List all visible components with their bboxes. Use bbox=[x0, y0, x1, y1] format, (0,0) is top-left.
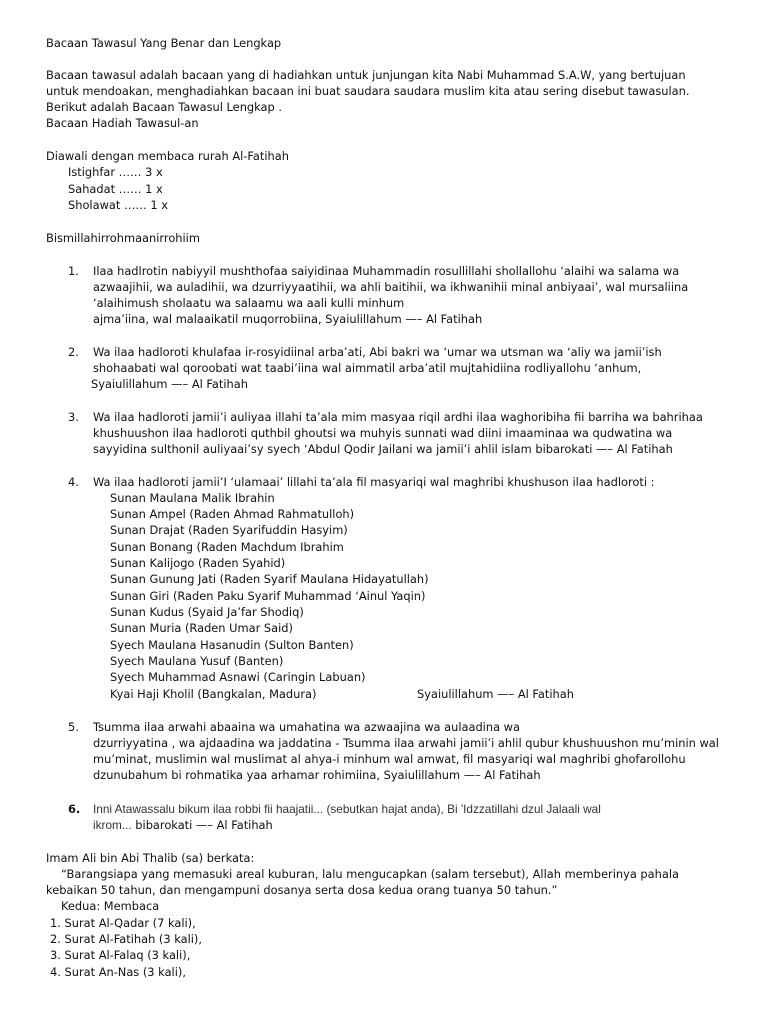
list-item-line: Wa ilaa hadloroti khulafaa ir-rosyidiinal arba’ati, Abi bakri wa ‘umar wa utsman wa ‘aliy wa jamii’ish bbox=[93, 345, 662, 359]
saint-name: Sunan Maulana Malik Ibrahin bbox=[110, 491, 275, 505]
quote-line: “Barangsiapa yang memasuki areal kuburan, lalu mengucapkan (salam tersebut), Allah memberinya pahala bbox=[61, 867, 679, 881]
quote-line: kebaikan 50 tahun, dan mengampuni dosanya serta dosa kedua orang tuanya 50 tahun.” bbox=[46, 883, 558, 897]
saint-name: Syech Muhammad Asnawi (Caringin Labuan) bbox=[110, 670, 366, 684]
surat-item: 4. Surat An-Nas (3 kali), bbox=[50, 965, 186, 979]
item-closing: Syaiulillahum —– Al Fatihah bbox=[417, 687, 574, 701]
saint-name: Syech Maulana Hasanudin (Sulton Banten) bbox=[110, 638, 354, 652]
list-number: 6. bbox=[68, 802, 81, 816]
list-number: 2. bbox=[68, 345, 79, 359]
second-heading: Kedua: Membaca bbox=[61, 899, 160, 913]
preliminary-item: Sahadat …… 1 x bbox=[68, 182, 163, 196]
saint-name: Sunan Giri (Raden Paku Syarif Muhammad ‘Ainul Yaqin) bbox=[110, 589, 426, 603]
saint-name: Sunan Bonang (Raden Machdum Ibrahim bbox=[110, 540, 344, 554]
saint-name: Sunan Kalijogo (Raden Syahid) bbox=[110, 556, 286, 570]
list-item-line: dzurriyyatina , wa ajdaadina wa jaddatina - Tsumma ilaa arwahi jamii’i ahlil qubur khushuushon mu’minin wal bbox=[93, 736, 719, 750]
list-item-line: azwaajihii, wa auladihii, wa dzurriyyaatihii, wa ahli baitihii, wa ikhwanihii minal anbiyaai’, wal mursaliina bbox=[93, 280, 689, 294]
list-item-line: Ilaa hadlrotin nabiyyil mushthofaa saiyidinaa Muhammadin rosullillahi shollallohu ‘alaihi wa salama wa bbox=[93, 264, 680, 278]
list-item-line: Syaiulillahum —– Al Fatihah bbox=[91, 377, 248, 391]
saint-name: Sunan Kudus (Syaid Ja’far Shodiq) bbox=[110, 605, 304, 619]
list-item-line-wrap bbox=[93, 817, 273, 833]
list-item-line: dzunubahum bi rohmatika yaa arhamar rohimiina, Syaiulillahum —– Al Fatihah bbox=[93, 768, 541, 782]
item-closing: bibarokati —– Al Fatihah bbox=[135, 818, 273, 832]
preliminary-item: Istighfar …… 3 x bbox=[68, 165, 163, 179]
list-item-line: Wa ilaa hadloroti jamii’I ‘ulamaai’ lillahi ta’ala fil masyariqi wal maghribi khushuson ilaa hadloroti : bbox=[93, 475, 655, 489]
surat-item: 2. Surat Al-Fatihah (3 kali), bbox=[50, 932, 202, 946]
list-number: 4. bbox=[68, 475, 79, 489]
list-item-text: ikrom... bbox=[93, 818, 132, 832]
list-item-line: Inni Atawassalu bikum ilaa robbi fii haajatii... (sebutkan hajat anda), Bi 'Idzzatillahi dzul Jalaali wal bbox=[93, 802, 601, 816]
intro-line: Bacaan Hadiah Tawasul-an bbox=[46, 116, 199, 130]
list-item-line: Wa ilaa hadloroti jamii’i auliyaa illahi ta’ala mim masyaa riqil ardhi ilaa waghoribiha fii barriha wa bahrihaa bbox=[93, 410, 703, 424]
basmalah: Bismillahirrohmaanirrohiim bbox=[46, 231, 200, 245]
intro-line: Bacaan tawasul adalah bacaan yang di hadiahkan untuk junjungan kita Nabi Muhammad S.A.W, yang bertujuan bbox=[46, 68, 686, 82]
intro-line: Berikut adalah Bacaan Tawasul Lengkap . bbox=[46, 100, 282, 114]
saint-name: Sunan Drajat (Raden Syarifuddin Hasyim) bbox=[110, 523, 348, 537]
list-item-line: ‘alaihimush sholaatu wa salaamu wa aali kulli minhum bbox=[93, 296, 405, 310]
list-number: 5. bbox=[68, 720, 79, 734]
document-title: Bacaan Tawasul Yang Benar dan Lengkap bbox=[46, 36, 282, 50]
list-number: 3. bbox=[68, 410, 79, 424]
preliminary-item: Sholawat …… 1 x bbox=[68, 198, 168, 212]
list-item-line: Tsumma ilaa arwahi abaaina wa umahatina wa azwaajina wa aulaadina wa bbox=[93, 720, 520, 734]
surat-item: 1. Surat Al-Qadar (7 kali), bbox=[50, 916, 196, 930]
saint-name: Sunan Muria (Raden Umar Said) bbox=[110, 621, 293, 635]
list-item-line: mu’minat, muslimin wal muslimat al ahya-i minhum wal amwat, fil masyariqi wal maghribi ghofarollohu bbox=[93, 752, 686, 766]
list-item-line: sayyidina sulthonil auliyaai’sy syech ‘Abdul Qodir Jailani wa jamii’i ahlil islam bibarokati —– Al Fatihah bbox=[93, 442, 673, 456]
saint-name: Syech Maulana Yusuf (Banten) bbox=[110, 654, 284, 668]
saint-name: Kyai Haji Kholil (Bangkalan, Madura) bbox=[110, 687, 317, 701]
saint-name: Sunan Gunung Jati (Raden Syarif Maulana Hidayatullah) bbox=[110, 572, 429, 586]
intro-line: untuk mendoakan, menghadiahkan bacaan ini buat saudara saudara muslim kita atau sering disebut tawasulan. bbox=[46, 84, 690, 98]
imam-heading: Imam Ali bin Abi Thalib (sa) berkata: bbox=[46, 851, 255, 865]
list-item-line: ajma’iina, wal malaaikatil muqorrobiina, Syaiulillahum —– Al Fatihah bbox=[93, 312, 483, 326]
list-number: 1. bbox=[68, 264, 79, 278]
surat-item: 3. Surat Al-Falaq (3 kali), bbox=[50, 948, 191, 962]
list-item-line: khushuushon ilaa hadloroti quthbil ghoutsi wa muhyis sunnati wad diini imaaminaa wa qudwatina wa bbox=[93, 426, 673, 440]
list-item-line: shohaabati wal qoroobati wat taabi’iina wal aimmatil arba’atil mujtahidiina rodliyallohu ‘anhum, bbox=[93, 361, 642, 375]
saint-name: Sunan Ampel (Raden Ahmad Rahmatulloh) bbox=[110, 507, 355, 521]
opening-line: Diawali dengan membaca rurah Al-Fatihah bbox=[46, 149, 289, 163]
